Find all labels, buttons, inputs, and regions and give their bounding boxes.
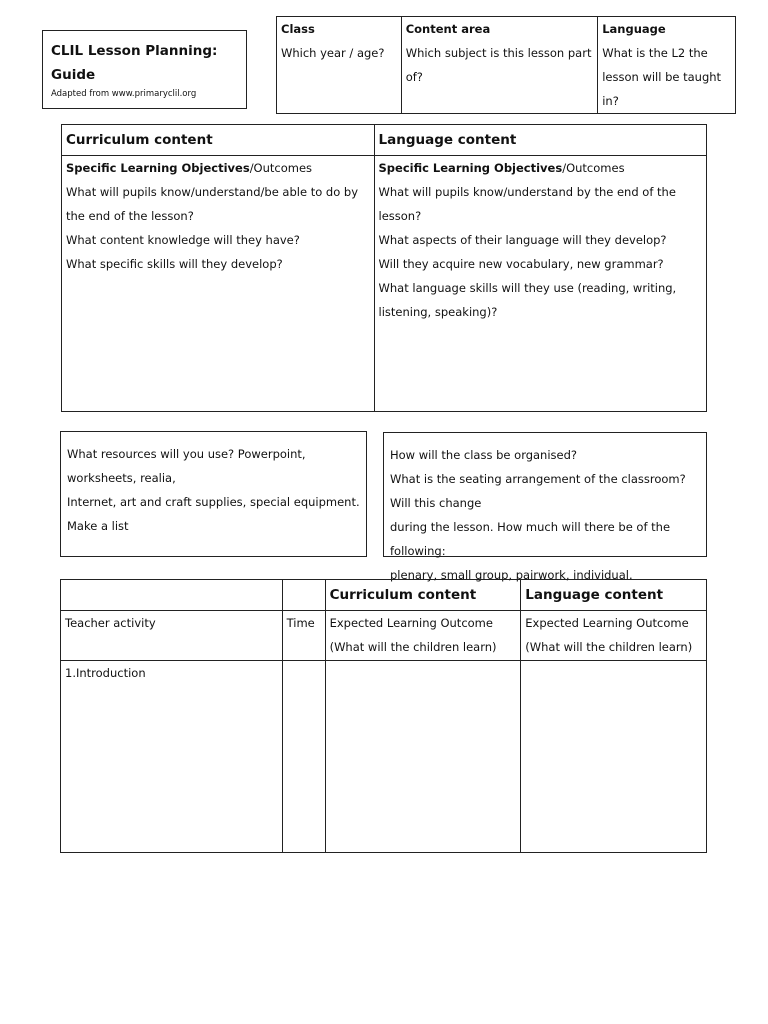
language-prompt: What is the L2 the lesson will be taught in? — [602, 46, 722, 108]
resources-box — [60, 431, 367, 557]
activity-language-header: Language content — [521, 580, 707, 611]
title-box — [42, 30, 247, 109]
language-objectives-rest: /Outcomes — [562, 161, 625, 175]
language-objective-line: What aspects of their language will they develop? — [378, 233, 667, 247]
curriculum-objectives-rest: /Outcomes — [249, 161, 313, 175]
curriculum-objectives-bold: Specific Learning Objectives — [66, 161, 250, 175]
class-header: Class — [281, 22, 315, 36]
organisation-box — [383, 432, 707, 582]
organisation-line: plenary, small group, pairwork, individual. — [390, 568, 633, 582]
curriculum-objectives-cell — [62, 156, 375, 412]
objectives-table — [61, 124, 707, 412]
activity-curriculum-header: Curriculum content — [325, 580, 521, 611]
activity-header-blank — [61, 580, 283, 611]
resources-line: What resources will you use? Powerpoint, worksheets, realia, — [67, 447, 306, 485]
page-title: CLIL Lesson Planning: Guide — [51, 43, 218, 83]
language-objectives-cell — [374, 156, 706, 412]
language-objectives-heading — [379, 156, 702, 180]
time-header-blank — [282, 580, 325, 611]
language-outcome-label: Expected Learning Outcome (What will the children learn) — [521, 611, 707, 661]
content-area-header: Content area — [405, 22, 491, 36]
curriculum-outcome-label: Expected Learning Outcome (What will the children learn) — [325, 611, 521, 661]
resources-line: Make a list — [67, 519, 129, 533]
language-objective-line: What language skills will they use (reading, writing, listening, speaking)? — [378, 281, 677, 319]
curriculum-objective-line: What will pupils know/understand/be able to do by the end of the lesson? — [66, 185, 358, 223]
class-cell — [277, 17, 402, 114]
language-objectives-bold: Specific Learning Objectives — [378, 161, 563, 175]
resources-line: Internet, art and craft supplies, special equipment. — [67, 495, 360, 509]
organisation-line: How will the class be organised? — [390, 448, 578, 462]
content-area-cell — [401, 17, 598, 114]
activity-table — [60, 579, 707, 853]
page-subtitle: Adapted from www.primaryclil.org — [51, 89, 197, 99]
language-header: Language — [602, 22, 666, 36]
content-area-prompt: Which subject is this lesson part of? — [405, 46, 592, 84]
language-outcome-cell — [521, 661, 707, 853]
curriculum-outcome-cell — [325, 661, 521, 853]
class-prompt: Which year / age? — [281, 46, 385, 60]
lesson-info-table — [276, 16, 736, 114]
curriculum-objective-line: What content knowledge will they have? — [66, 233, 300, 247]
language-objective-line: Will they acquire new vocabulary, new grammar? — [378, 257, 664, 271]
curriculum-content-header: Curriculum content — [62, 125, 375, 156]
time-cell — [282, 661, 325, 853]
teacher-activity-label: Teacher activity — [61, 611, 283, 661]
language-cell — [598, 17, 736, 114]
time-label: Time — [282, 611, 325, 661]
curriculum-objectives-heading — [66, 156, 370, 180]
language-content-header: Language content — [374, 125, 706, 156]
language-objective-line: What will pupils know/understand by the end of the lesson? — [378, 185, 676, 223]
table-row — [61, 661, 707, 853]
curriculum-objective-line: What specific skills will they develop? — [66, 257, 283, 271]
organisation-line: What is the seating arrangement of the classroom? Will this change — [390, 472, 686, 510]
organisation-line: during the lesson. How much will there be of the following: — [390, 520, 671, 558]
activity-introduction: 1.Introduction — [61, 661, 283, 853]
